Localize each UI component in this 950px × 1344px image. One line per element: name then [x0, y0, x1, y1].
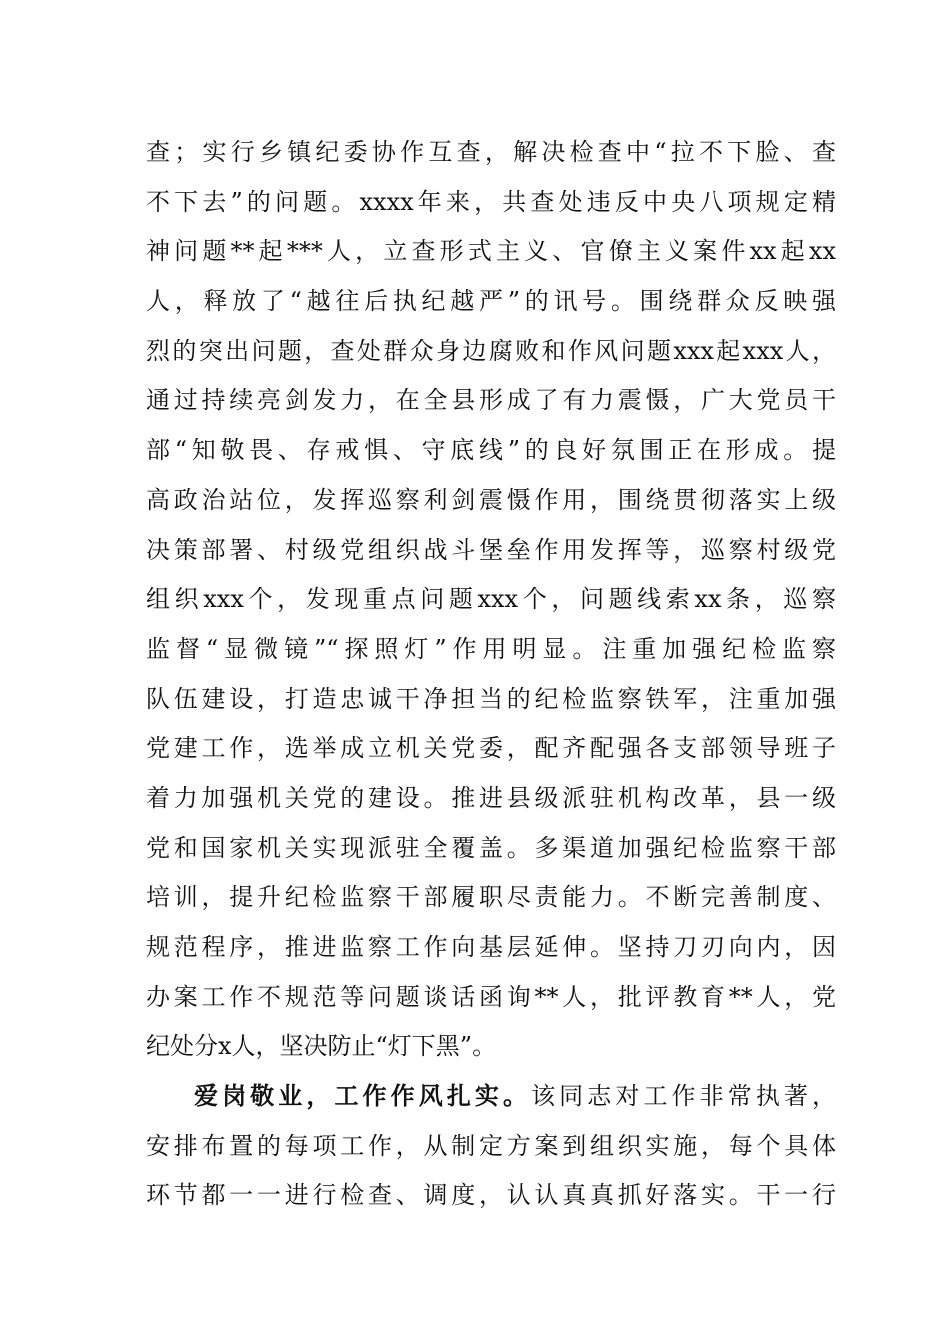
body-line: 高政治站位，发挥巡察利剑震慑作用，围绕贯彻落实上级: [146, 485, 836, 514]
body-line: 着力加强机关党的建设。推进县级派驻机构改革，县一级: [146, 783, 836, 812]
body-line: 党和国家机关实现派驻全覆盖。多渠道加强纪检监察干部: [146, 833, 836, 862]
body-line: 规范程序，推进监察工作向基层延伸。坚持刀刃向内，因: [146, 933, 836, 961]
paragraph-heading: 爱岗敬业，工作作风扎实。: [194, 1082, 532, 1111]
paragraph-lead-text: 该同志对工作非常执著，: [531, 1082, 836, 1111]
body-line: 决策部署、村级党组织战斗堡垒作用发挥等，巡察村级党: [146, 535, 836, 564]
document-body: [146, 128, 836, 1221]
body-line: 纪处分x人，坚决防止“灯下黑”。: [146, 1032, 497, 1061]
body-line: 安排布置的每项工作，从制定方案到组织实施，每个具体: [146, 1131, 836, 1160]
body-line: 党建工作，选举成立机关党委，配齐配强各支部领导班子: [146, 734, 836, 763]
body-line: 人，释放了“越往后执纪越严”的讯号。围绕群众反映强: [146, 287, 836, 316]
body-line: 监督“显微镜”“探照灯”作用明显。注重加强纪检监察: [146, 634, 836, 663]
body-line: 不下去”的问题。xxxx年来，共查处违反中央八项规定精: [146, 187, 836, 216]
body-line: 烈的突出问题，查处群众身边腐败和作风问题xxx起xxx人，: [146, 336, 836, 365]
body-line: 神问题**起***人，立查形式主义、官僚主义案件xx起xx: [146, 237, 836, 266]
body-line: 培训，提升纪检监察干部履职尽责能力。不断完善制度、: [146, 883, 836, 912]
body-line: 通过持续亮剑发力，在全县形成了有力震慑，广大党员干: [146, 386, 836, 415]
body-line: 组织xxx个，发现重点问题xxx个，问题线索xx条，巡察: [146, 585, 836, 614]
body-line: 查；实行乡镇纪委协作互查，解决检查中“拉不下脸、查: [146, 138, 836, 166]
body-line: 队伍建设，打造忠诚干净担当的纪检监察铁军，注重加强: [146, 684, 836, 713]
body-line: 办案工作不规范等问题谈话函询**人，批评教育**人，党: [146, 982, 836, 1011]
body-line: 部“知敬畏、存戒惧、守底线”的良好氛围正在形成。提: [146, 436, 836, 465]
paragraph-first-line: [146, 1072, 836, 1122]
body-line: 环节都一一进行检查、调度，认认真真抓好落实。干一行: [146, 1181, 836, 1210]
